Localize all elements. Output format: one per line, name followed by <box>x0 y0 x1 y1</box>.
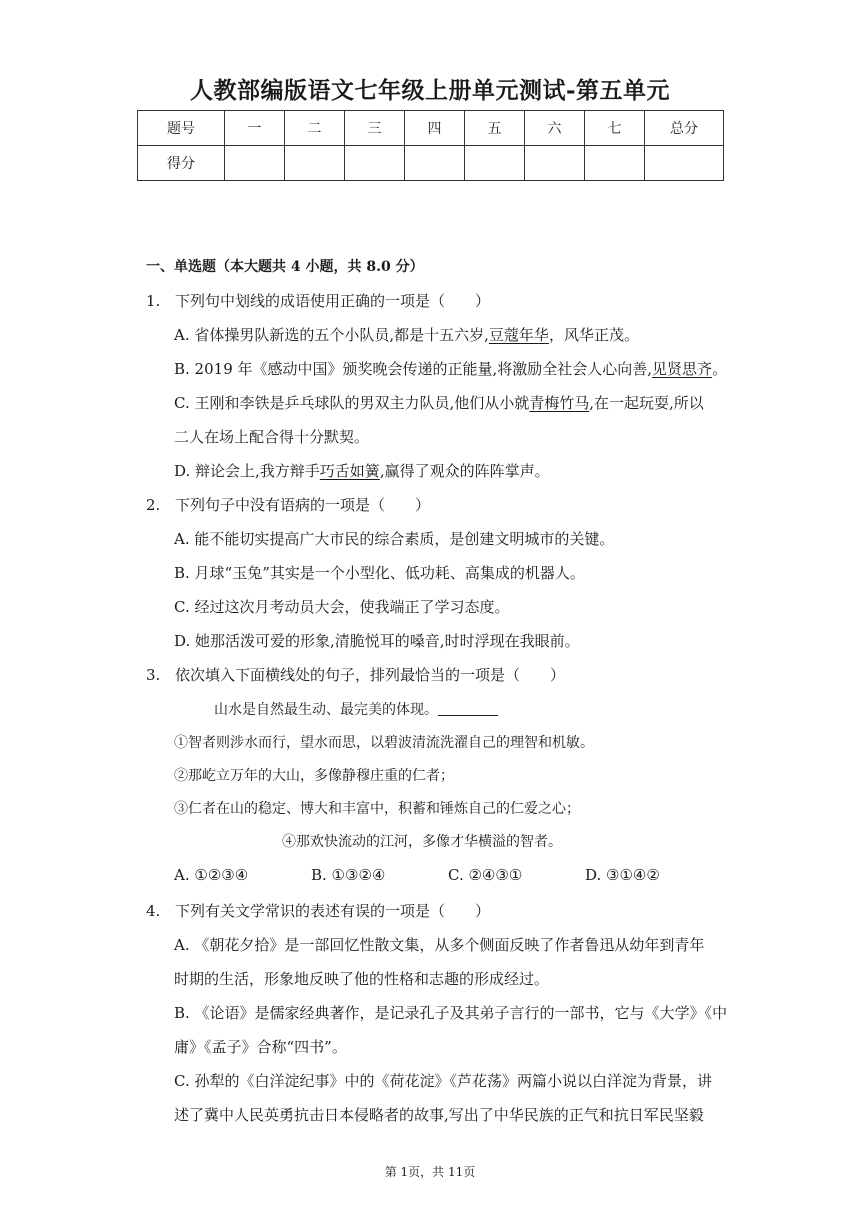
header-cell: 六 <box>525 111 585 146</box>
q3-sentence-1: ①智者则涉水而行，望水而思，以碧波清流洗濯自己的理智和机敏。 <box>174 735 594 751</box>
q3-choice-d: D. ③①④② <box>585 866 660 884</box>
question-text: 下列有关文学常识的表述有误的一项是（ ） <box>175 902 491 920</box>
q3-sentence-3: ③仁者在山的稳定、博大和丰富中，积蓄和锤炼自己的仁爱之心； <box>174 801 580 817</box>
q4-option-a-cont: 时期的生活，形象地反映了他的性格和志趣的形成经过。 <box>174 970 550 988</box>
score-cell <box>465 146 525 181</box>
q3-choice-b: B. ①③②④ <box>311 866 386 884</box>
q2-option-d: D. 她那活泼可爱的形象,清脆悦耳的嗓音,时时浮现在我眼前。 <box>174 632 580 650</box>
score-cell <box>645 146 724 181</box>
option-text: C. 王刚和李铁是乒乓球队的男双主力队员,他们从小就 <box>174 394 530 412</box>
question-text: 下列句中划线的成语使用正确的一项是（ ） <box>175 292 491 310</box>
q2-option-c: C. 经过这次月考动员大会，使我端正了学习态度。 <box>174 598 510 616</box>
header-cell: 三 <box>345 111 405 146</box>
score-cell <box>585 146 645 181</box>
option-text: A. 省体操男队新选的五个小队员,都是十五六岁, <box>174 326 489 344</box>
q3-sentence-2: ②那屹立万年的大山，多像静穆庄重的仁者； <box>174 768 454 784</box>
q1-option-c <box>174 392 704 413</box>
page-footer: 第 1页，共 11页 <box>384 1165 476 1179</box>
question-text: 依次填入下面横线处的句子，排列最恰当的一项是（ ） <box>175 666 566 684</box>
option-text: D. 辩论会上,我方辩手 <box>174 462 320 480</box>
q3-sentence-4: ④那欢快流动的江河，多像才华横溢的智者。 <box>282 834 562 850</box>
fill-blank <box>438 701 498 716</box>
question-number: 1. <box>146 292 161 310</box>
q1-option-a <box>174 324 639 345</box>
header-cell: 五 <box>465 111 525 146</box>
q4-option-b-cont: 庸》《孟子》合称“四书”。 <box>174 1038 347 1056</box>
underlined-idiom: 青梅竹马 <box>529 394 590 412</box>
row-label-cell: 得分 <box>138 146 225 181</box>
header-cell: 题号 <box>138 111 225 146</box>
header-cell: 二 <box>285 111 345 146</box>
question-1-stem <box>146 290 490 311</box>
score-cell <box>525 146 585 181</box>
question-4-stem <box>146 900 490 921</box>
score-cell <box>345 146 405 181</box>
q3-choice-a: A. ①②③④ <box>174 866 249 884</box>
score-cell <box>225 146 285 181</box>
header-cell: 四 <box>405 111 465 146</box>
q4-option-c-cont: 述了冀中人民英勇抗击日本侵略者的故事,写出了中华民族的正气和抗日军民坚毅 <box>174 1106 704 1124</box>
lead-text: 山水是自然最生动、最完美的体现。 <box>214 702 438 718</box>
option-text: ，风华正茂。 <box>548 326 639 344</box>
header-cell: 一 <box>225 111 285 146</box>
option-text: ,在一起玩耍,所以 <box>589 394 704 412</box>
question-number: 2. <box>146 496 161 514</box>
q1-option-b <box>174 358 727 379</box>
q3-lead-sentence <box>214 699 498 719</box>
q3-choice-c: C. ②④③① <box>448 866 523 884</box>
question-2-stem <box>146 494 430 515</box>
header-cell: 七 <box>585 111 645 146</box>
score-table-score-row <box>138 146 724 181</box>
q4-option-c: C. 孙犁的《白洋淀纪事》中的《荷花淀》《芦花荡》两篇小说以白洋淀为背景，讲 <box>174 1072 712 1090</box>
score-cell <box>285 146 345 181</box>
score-table <box>137 110 724 181</box>
underlined-idiom: 巧舌如簧 <box>319 462 380 480</box>
question-number: 3. <box>146 666 161 684</box>
question-3-stem <box>146 664 565 685</box>
q2-option-b: B. 月球“玉兔”其实是一个小型化、低功耗、高集成的机器人。 <box>174 564 585 582</box>
option-text: 。 <box>712 360 728 378</box>
option-text: B. 2019 年《感动中国》颁奖晚会传递的正能量,将激励全社会人心向善, <box>174 360 653 378</box>
q4-option-b: B. 《论语》是儒家经典著作，是记录孔子及其弟子言行的一部书，它与《大学》《中 <box>174 1004 728 1022</box>
q1-option-c-cont: 二人在场上配合得十分默契。 <box>174 428 370 446</box>
section-heading: 一、单选题（本大题共 4 小题，共 8.0 分） <box>146 259 424 275</box>
option-text: ,赢得了观众的阵阵掌声。 <box>379 462 550 480</box>
q2-option-a: A. 能不能切实提高广大市民的综合素质，是创建文明城市的关键。 <box>174 530 615 548</box>
underlined-idiom: 见贤思齐 <box>652 360 713 378</box>
question-text: 下列句子中没有语病的一项是（ ） <box>175 496 431 514</box>
score-table-header-row <box>138 111 724 146</box>
score-cell <box>405 146 465 181</box>
header-cell: 总分 <box>645 111 724 146</box>
underlined-idiom: 豆蔻年华 <box>488 326 549 344</box>
page-title: 人教部编版语文七年级上册单元测试-第五单元 <box>189 77 671 104</box>
question-number: 4. <box>146 902 161 920</box>
q4-option-a: A. 《朝花夕拾》是一部回忆性散文集，从多个侧面反映了作者鲁迅从幼年到青年 <box>174 936 705 954</box>
q1-option-d <box>174 460 550 481</box>
